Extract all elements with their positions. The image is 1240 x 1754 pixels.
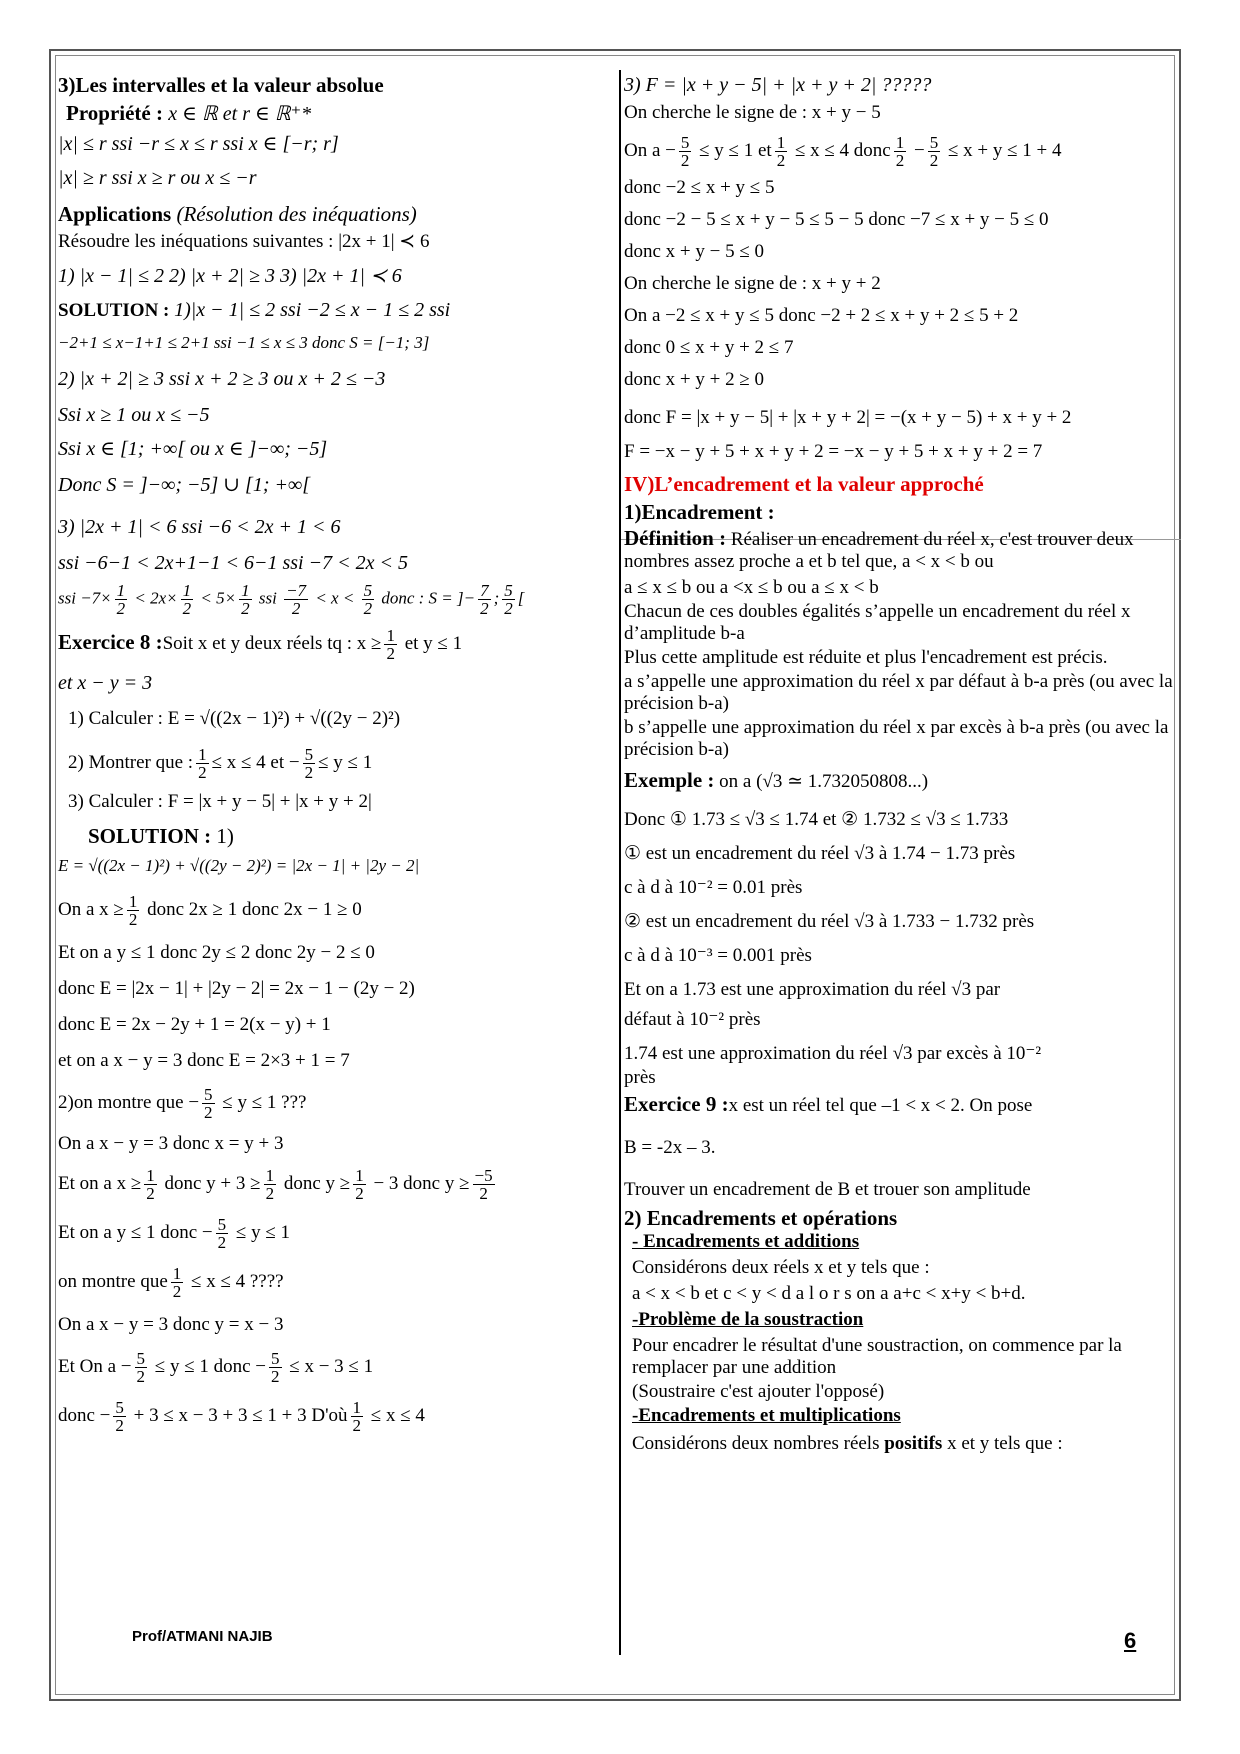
fraction: $\frac{5}{2}$ bbox=[304, 745, 314, 782]
fraction: $\frac{5}{2}$ bbox=[271, 1349, 280, 1386]
solution-2a: 2) |x + 2| ≥ 3 ssi x + 2 ≥ 3 ou x + 2 ≤ −3 bbox=[58, 368, 386, 390]
example-l7: défaut à 10⁻² près bbox=[624, 1009, 761, 1030]
fraction: $\frac{1}{2}$ bbox=[116, 581, 126, 618]
example-l3: c à d à 10⁻² = 0.01 près bbox=[624, 877, 803, 898]
right-r6: donc x + y − 5 ≤ 0 bbox=[624, 241, 765, 262]
applications-intro: Résoudre les inéquations suivantes : |2x + 1| ≺ 6 bbox=[58, 231, 430, 252]
exercise-9-l3: Trouver un encadrement de B et trouer son amplitude bbox=[624, 1179, 1031, 1200]
solution-line-1: SOLUTION : 1)|x − 1| ≤ 2 ssi −2 ≤ x − 1 ≤ 2 ssi bbox=[58, 299, 451, 321]
solution-8-heading: SOLUTION : 1) bbox=[88, 824, 234, 848]
solution-8-c: donc E = |2x − 1| + |2y − 2| = 2x − 1 − (2y − 2) bbox=[58, 978, 415, 999]
section-title: 3)Les intervalles et la valeur absolue bbox=[58, 73, 384, 97]
right-r7: On cherche le signe de : x + y + 2 bbox=[624, 273, 881, 294]
fraction: $\frac{5}{2}$ bbox=[217, 1215, 227, 1252]
footer-author: Prof/ATMANI NAJIB bbox=[132, 1628, 273, 1645]
fraction: $\frac{7}{2}$ bbox=[480, 581, 489, 618]
example-line: Exemple : on a (√3 ≃ 1.732050808...) bbox=[624, 768, 929, 792]
page-number: 6 bbox=[1124, 1628, 1137, 1653]
property-rule-1: |x| ≤ r ssi −r ≤ x ≤ r ssi x ∈ [−r; r] bbox=[58, 133, 339, 155]
solution-8-k: On a x − y = 3 donc y = x − 3 bbox=[58, 1314, 284, 1335]
exercise-9-l2: B = -2x – 3. bbox=[624, 1137, 716, 1158]
exercise-8-q2: 2) Montrer que : $\frac{1}{2}$ ≤ x ≤ 4 et − $\frac{5}{2}$ ≤ y ≤ 1 bbox=[68, 745, 373, 782]
right-r10: donc x + y + 2 ≥ 0 bbox=[624, 369, 765, 390]
example-l8: 1.74 est une approximation du réel √3 par excès à 10⁻² bbox=[624, 1043, 1042, 1064]
fraction: $\frac{5}{2}$ bbox=[115, 1398, 124, 1435]
solution-2b: Ssi x ≥ 1 ou x ≤ −5 bbox=[58, 404, 210, 426]
exercise-8-q3: 3) Calculer : F = |x + y − 5| + |x + y + 2| bbox=[68, 791, 372, 812]
applications-items: 1) |x − 1| ≤ 2 2) |x + 2| ≥ 3 3) |2x + 1| ≺ 6 bbox=[58, 265, 402, 287]
solution-8-i: Et on a y ≤ 1 donc − $\frac{5}{2}$ ≤ y ≤ 1 bbox=[58, 1215, 291, 1252]
example-l5: c à d à 10⁻³ = 0.001 près bbox=[624, 945, 812, 966]
fraction: $\frac{1}{2}$ bbox=[198, 745, 207, 782]
fraction: $\frac{1}{2}$ bbox=[172, 1264, 182, 1301]
right-r9: donc 0 ≤ x + y + 2 ≤ 7 bbox=[624, 337, 794, 358]
solution-8-h: Et on a x ≥ $\frac{1}{2}$ donc y + 3 ≥ $\frac{1}{2}$ donc y ≥ $\frac{1}{2}$ − 3 donc y ≥ $\frac{-5}{2}$ bbox=[58, 1166, 493, 1203]
solution-8-E: E = √((2x − 1)²) + √((2y − 2)²) = |2x − 1| + |2y − 2| bbox=[58, 856, 420, 875]
right-r11: donc F = |x + y − 5| + |x + y + 2| = −(x + y − 5) + x + y + 2 bbox=[624, 407, 1072, 428]
definition-line2: a ≤ x ≤ b ou a <x ≤ b ou a ≤ x < b bbox=[624, 577, 879, 598]
applications-heading: Applications (Résolution des inéquations) bbox=[58, 202, 417, 226]
additions-l2: a < x < b et c < y < d a l o r s on a a+c < x+y < b+d. bbox=[632, 1283, 1026, 1304]
example-l6: Et on a 1.73 est une approximation du réel √3 par bbox=[624, 979, 1001, 1000]
example-l1: Donc ① 1.73 ≤ √3 ≤ 1.74 et ② 1.732 ≤ √3 ≤ 1.733 bbox=[624, 809, 1009, 830]
fraction: $\frac{1}{2}$ bbox=[265, 1166, 275, 1203]
definition-line6: b s’appelle une approximation du réel x par excès à b-a près (ou avec la précision b-a) bbox=[624, 717, 1169, 760]
fraction: $\frac{1}{2}$ bbox=[128, 892, 138, 929]
section-2-title: 2) Encadrements et opérations bbox=[624, 1206, 898, 1230]
definition-text: Définition : Réaliser un encadrement du réel x, c'est trouver deux nombres assez proche a et b tel que, a < x < b ou bbox=[624, 526, 1134, 572]
left-column bbox=[58, 74, 613, 1434]
subtraction-l1: Pour encadrer le résultat d'une soustraction, on commence par la remplacer par une addition bbox=[632, 1335, 1122, 1378]
right-r8: On a −2 ≤ x + y ≤ 5 donc −2 + 2 ≤ x + y + 2 ≤ 5 + 2 bbox=[624, 305, 1019, 326]
solution-8-g: On a x − y = 3 donc x = y + 3 bbox=[58, 1133, 284, 1154]
fraction: $\frac{5}{2}$ bbox=[680, 133, 690, 170]
right-r5: donc −2 − 5 ≤ x + y − 5 ≤ 5 − 5 donc −7 ≤ x + y − 5 ≤ 0 bbox=[624, 209, 1049, 230]
right-r12: F = −x − y + 5 + x + y + 2 = −x − y + 5 + x + y + 2 = 7 bbox=[624, 441, 1043, 462]
fraction: $\frac{5}{2}$ bbox=[929, 133, 939, 170]
fraction: $\frac{1}{2}$ bbox=[146, 1166, 155, 1203]
exercise-9-statement: Exercice 9 :x est un réel tel que –1 < x < 2. On pose bbox=[624, 1092, 1033, 1116]
right-sign-1: On cherche le signe de : x + y − 5 bbox=[624, 102, 881, 123]
fraction: $\frac{1}{2}$ bbox=[352, 1398, 362, 1435]
additions-l1: Considérons deux réels x et y tels que : bbox=[632, 1257, 930, 1278]
fraction: $\frac{5}{2}$ bbox=[204, 1085, 213, 1122]
solution-8-a: On a x ≥ $\frac{1}{2}$ donc 2x ≥ 1 donc 2x − 1 ≥ 0 bbox=[58, 892, 362, 929]
fraction: $\frac{-7}{2}$ bbox=[286, 581, 307, 618]
example-l2: ① est un encadrement du réel √3 à 1.74 − 1.73 près bbox=[624, 843, 1016, 864]
definition-line5: a s’appelle une approximation du réel x par défaut à b-a près (ou avec la précision b-a) bbox=[624, 671, 1173, 714]
solution-3a: 3) |2x + 1| < 6 ssi −6 < 2x + 1 < 6 bbox=[58, 516, 341, 538]
column-divider bbox=[619, 70, 621, 1655]
section-4-title: IV)L’encadrement et la valeur approché bbox=[624, 472, 984, 496]
solution-8-m: donc − $\frac{5}{2}$ + 3 ≤ x − 3 + 3 ≤ 1 + 3 D'où $\frac{1}{2}$ ≤ x ≤ 4 bbox=[58, 1398, 425, 1435]
fraction: $\frac{5}{2}$ bbox=[136, 1349, 146, 1386]
solution-8-b: Et on a y ≤ 1 donc 2y ≤ 2 donc 2y − 2 ≤ 0 bbox=[58, 942, 375, 963]
fraction: $\frac{1}{2}$ bbox=[776, 133, 786, 170]
solution-line-1b: −2+1 ≤ x−1+1 ≤ 2+1 ssi −1 ≤ x ≤ 3 donc S = [−1; 3] bbox=[58, 333, 430, 352]
fraction: $\frac{1}{2}$ bbox=[241, 581, 250, 618]
right-column bbox=[624, 74, 1179, 1455]
solution-8-d: donc E = 2x − 2y + 1 = 2(x − y) + 1 bbox=[58, 1014, 331, 1035]
solution-2c: Ssi x ∈ [1; +∞[ ou x ∈ ]−∞; −5] bbox=[58, 438, 328, 460]
subtraction-l2: (Soustraire c'est ajouter l'opposé) bbox=[632, 1381, 885, 1402]
right-r3: On a − $\frac{5}{2}$ ≤ y ≤ 1 et $\frac{1}{2}$ ≤ x ≤ 4 donc $\frac{1}{2}$ − $\frac{5}{2}$ ≤ x + y ≤ 1 + 4 bbox=[624, 133, 1062, 170]
right-F-line: 3) F = |x + y − 5| + |x + y + 2| ????? bbox=[624, 74, 932, 96]
right-r4: donc −2 ≤ x + y ≤ 5 bbox=[624, 177, 775, 198]
fraction: $\frac{1}{2}$ bbox=[182, 581, 192, 618]
fraction: $\frac{1}{2}$ bbox=[386, 626, 395, 663]
multiplications-l1: Considérons deux nombres réels positifs x et y tels que : bbox=[632, 1433, 1063, 1454]
exercise-8-statement: Exercice 8 :Soit x et y deux réels tq : x ≥ $\frac{1}{2}$ et y ≤ 1 bbox=[58, 626, 463, 663]
solution-8-e: et on a x − y = 3 donc E = 2×3 + 1 = 7 bbox=[58, 1050, 350, 1071]
fraction: $\frac{-5}{2}$ bbox=[474, 1166, 493, 1203]
property-line: Propriété : x ∈ ℝ et r ∈ ℝ⁺* bbox=[66, 101, 312, 125]
exercise-8-line2: et x − y = 3 bbox=[58, 672, 153, 694]
fraction: $\frac{5}{2}$ bbox=[363, 581, 373, 618]
encadrement-title: 1)Encadrement : bbox=[624, 500, 775, 524]
solution-8-l: Et On a − $\frac{5}{2}$ ≤ y ≤ 1 donc − $\frac{5}{2}$ ≤ x − 3 ≤ 1 bbox=[58, 1349, 374, 1386]
exercise-8-q1: 1) Calculer : E = √((2x − 1)²) + √((2y − 2)²) bbox=[68, 708, 401, 729]
definition-line3: Chacun de ces doubles égalités s’appelle un encadrement du réel x d’amplitude b-a bbox=[624, 601, 1131, 644]
solution-8-f: 2)on montre que − $\frac{5}{2}$ ≤ y ≤ 1 ??? bbox=[58, 1085, 307, 1122]
definition-line4: Plus cette amplitude est réduite et plus l'encadrement est précis. bbox=[624, 647, 1108, 668]
example-l4: ② est un encadrement du réel √3 à 1.733 − 1.732 près bbox=[624, 911, 1035, 932]
fraction: $\frac{1}{2}$ bbox=[355, 1166, 364, 1203]
solution-3c: ssi −7× $\frac{1}{2}$ < 2x× $\frac{1}{2}$ < 5× $\frac{1}{2}$ ssi $\frac{-7}{2}$ < x < $\frac{5}{2}$ donc : S = ]− $\frac{7}{2}$ ; $\frac{5}{2}$ [ bbox=[58, 581, 525, 618]
multiplications-title: -Encadrements et multiplications bbox=[632, 1405, 901, 1426]
solution-3b: ssi −6−1 < 2x+1−1 < 6−1 ssi −7 < 2x < 5 bbox=[58, 552, 408, 574]
solution-8-j: on montre que $\frac{1}{2}$ ≤ x ≤ 4 ???? bbox=[58, 1264, 284, 1301]
additions-title: - Encadrements et additions bbox=[632, 1231, 860, 1252]
fraction: $\frac{5}{2}$ bbox=[504, 581, 513, 618]
subtraction-title: -Problème de la soustraction bbox=[632, 1309, 864, 1330]
example-l9: près bbox=[624, 1067, 656, 1088]
property-rule-2: |x| ≥ r ssi x ≥ r ou x ≤ −r bbox=[58, 167, 257, 189]
solution-2d: Donc S = ]−∞; −5] ∪ [1; +∞[ bbox=[58, 474, 311, 496]
fraction: $\frac{1}{2}$ bbox=[895, 133, 905, 170]
